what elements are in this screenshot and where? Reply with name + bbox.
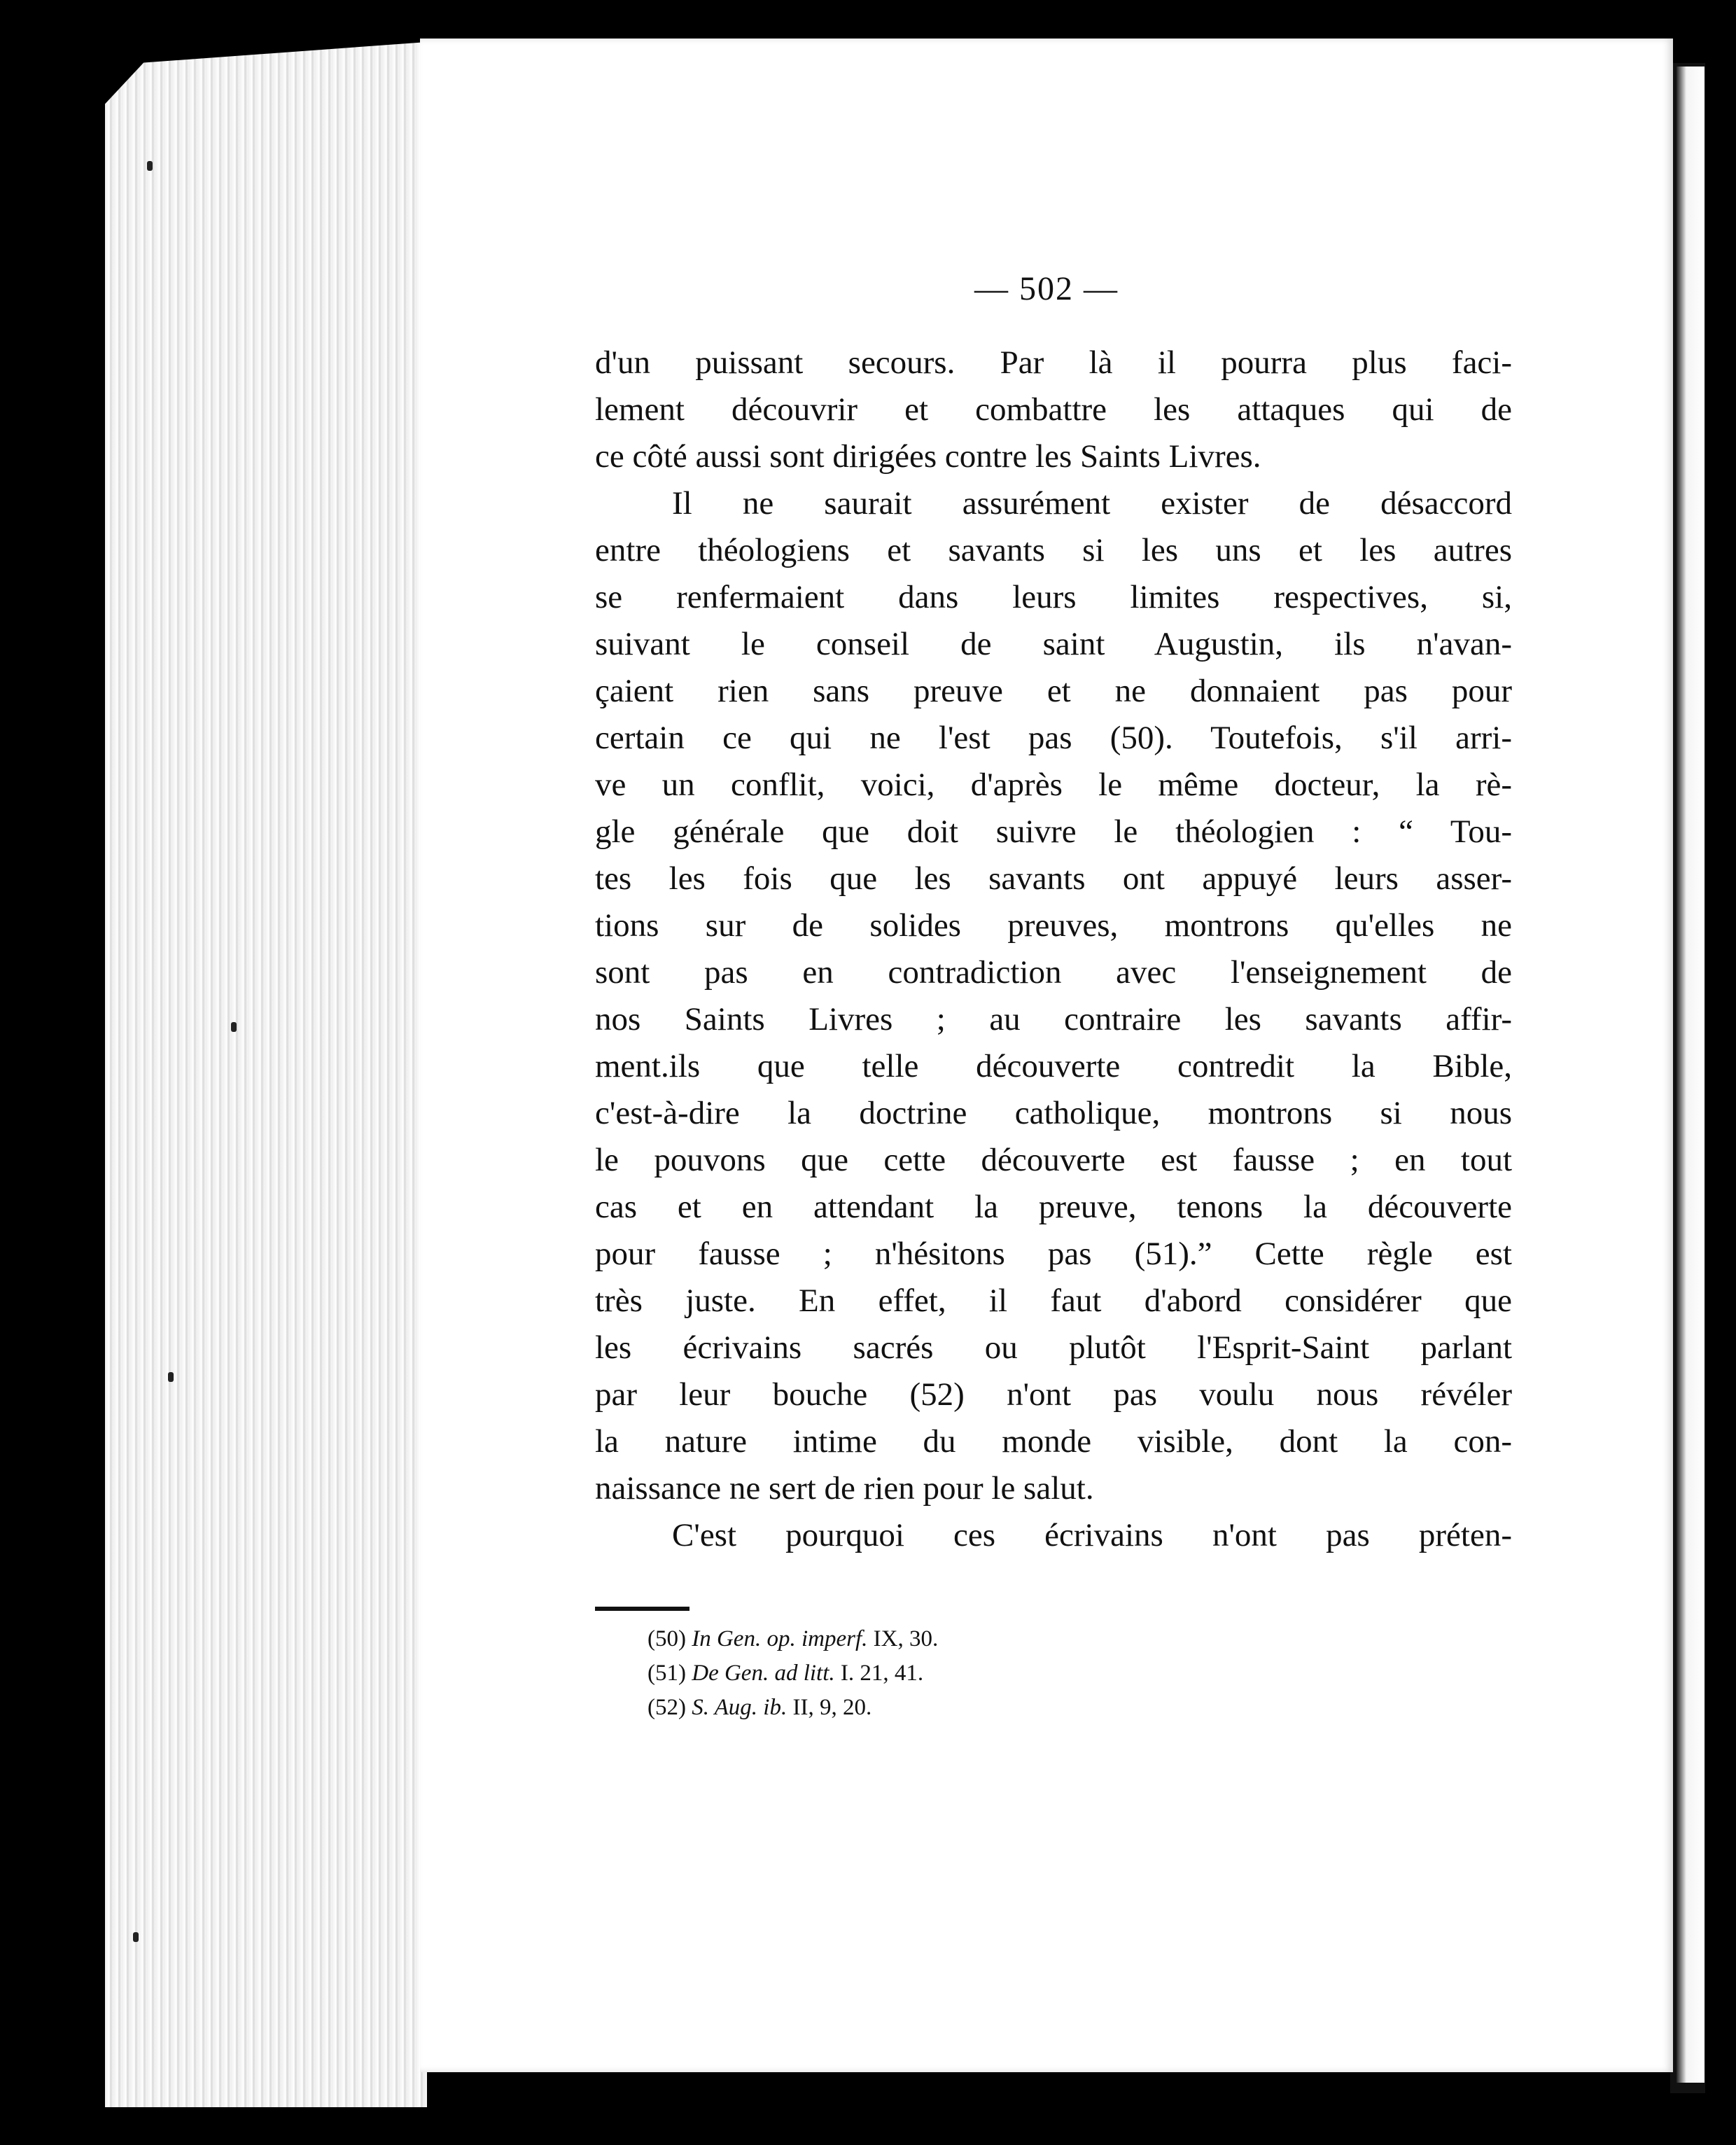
footnote-location: IX, 30. [873, 1626, 939, 1651]
page-number: — 502 — [974, 270, 1119, 307]
footnote-number: (52) [648, 1695, 692, 1720]
text-line: entre théologiens et savants si les uns et les autres [595, 532, 1512, 568]
text-line: se renfermaient dans leurs limites respectives, si, [595, 579, 1512, 615]
text-line: la nature intime du monde visible, dont la con- [595, 1423, 1512, 1460]
text-line: cas et en attendant la preuve, tenons la découverte [595, 1189, 1512, 1225]
text-line: les écrivains sacrés ou plutôt l'Esprit-Saint parlant [595, 1329, 1512, 1366]
text-line: tions sur de solides preuves, montrons qu'elles ne [595, 907, 1512, 944]
text-line: le pouvons que cette découverte est fausse ; en tout [595, 1142, 1512, 1178]
ink-speck [168, 1372, 174, 1382]
ink-speck [147, 161, 153, 171]
text-line: gle générale que doit suivre le théologien : “ Tou- [595, 813, 1512, 850]
footnote-number: (50) [648, 1626, 692, 1651]
text-line: certain ce qui ne l'est pas (50). Toutefois, s'il arri- [595, 720, 1512, 756]
text-line: lement découvrir et combattre les attaques qui de [595, 391, 1512, 428]
footnote-reference: S. Aug. ib. [692, 1695, 788, 1720]
footnote-location: II, 9, 20. [792, 1695, 872, 1720]
text-line: naissance ne sert de rien pour le salut. [595, 1470, 1094, 1507]
footnotes [648, 1622, 938, 1725]
body-text [595, 340, 1512, 1559]
text-line: par leur bouche (52) n'ont pas voulu nous révéler [595, 1376, 1512, 1413]
footnote-reference: In Gen. op. imperf. [692, 1626, 868, 1651]
text-line: nos Saints Livres ; au contraire les savants affir- [595, 1001, 1512, 1037]
book-page-edges [105, 42, 427, 2107]
book-page [420, 39, 1673, 2072]
text-line: sont pas en contradiction avec l'enseignement de [595, 954, 1512, 991]
text-line: très juste. En effet, il faut d'abord considérer que [595, 1283, 1512, 1319]
text-line: C'est pourquoi ces écrivains n'ont pas préten- [672, 1517, 1512, 1553]
text-line: c'est-à-dire la doctrine catholique, montrons si nous [595, 1095, 1512, 1131]
next-page-edge [1676, 67, 1704, 2083]
text-line: ment.ils que telle découverte contredit la Bible, [595, 1048, 1512, 1084]
text-line: d'un puissant secours. Par là il pourra plus faci- [595, 344, 1512, 381]
text-line: Il ne saurait assurément exister de désaccord [672, 485, 1512, 522]
ink-speck [231, 1022, 237, 1032]
text-line: ce côté aussi sont dirigées contre les Saints Livres. [595, 438, 1261, 475]
text-line: suivant le conseil de saint Augustin, ils n'avan- [595, 626, 1512, 662]
ink-speck [133, 1932, 139, 1942]
text-line: ve un conflit, voici, d'après le même docteur, la rè- [595, 767, 1512, 803]
footnote [648, 1656, 938, 1691]
footnote [648, 1691, 938, 1725]
footnote-rule [595, 1607, 690, 1611]
footnote-number: (51) [648, 1661, 692, 1686]
text-line: pour fausse ; n'hésitons pas (51).” Cette règle est [595, 1236, 1512, 1272]
footnote-reference: De Gen. ad litt. [692, 1661, 835, 1686]
footnote-location: I. 21, 41. [840, 1661, 924, 1686]
footnote [648, 1622, 938, 1656]
text-line: çaient rien sans preuve et ne donnaient pas pour [595, 673, 1512, 709]
text-line: tes les fois que les savants ont appuyé leurs asser- [595, 860, 1512, 897]
